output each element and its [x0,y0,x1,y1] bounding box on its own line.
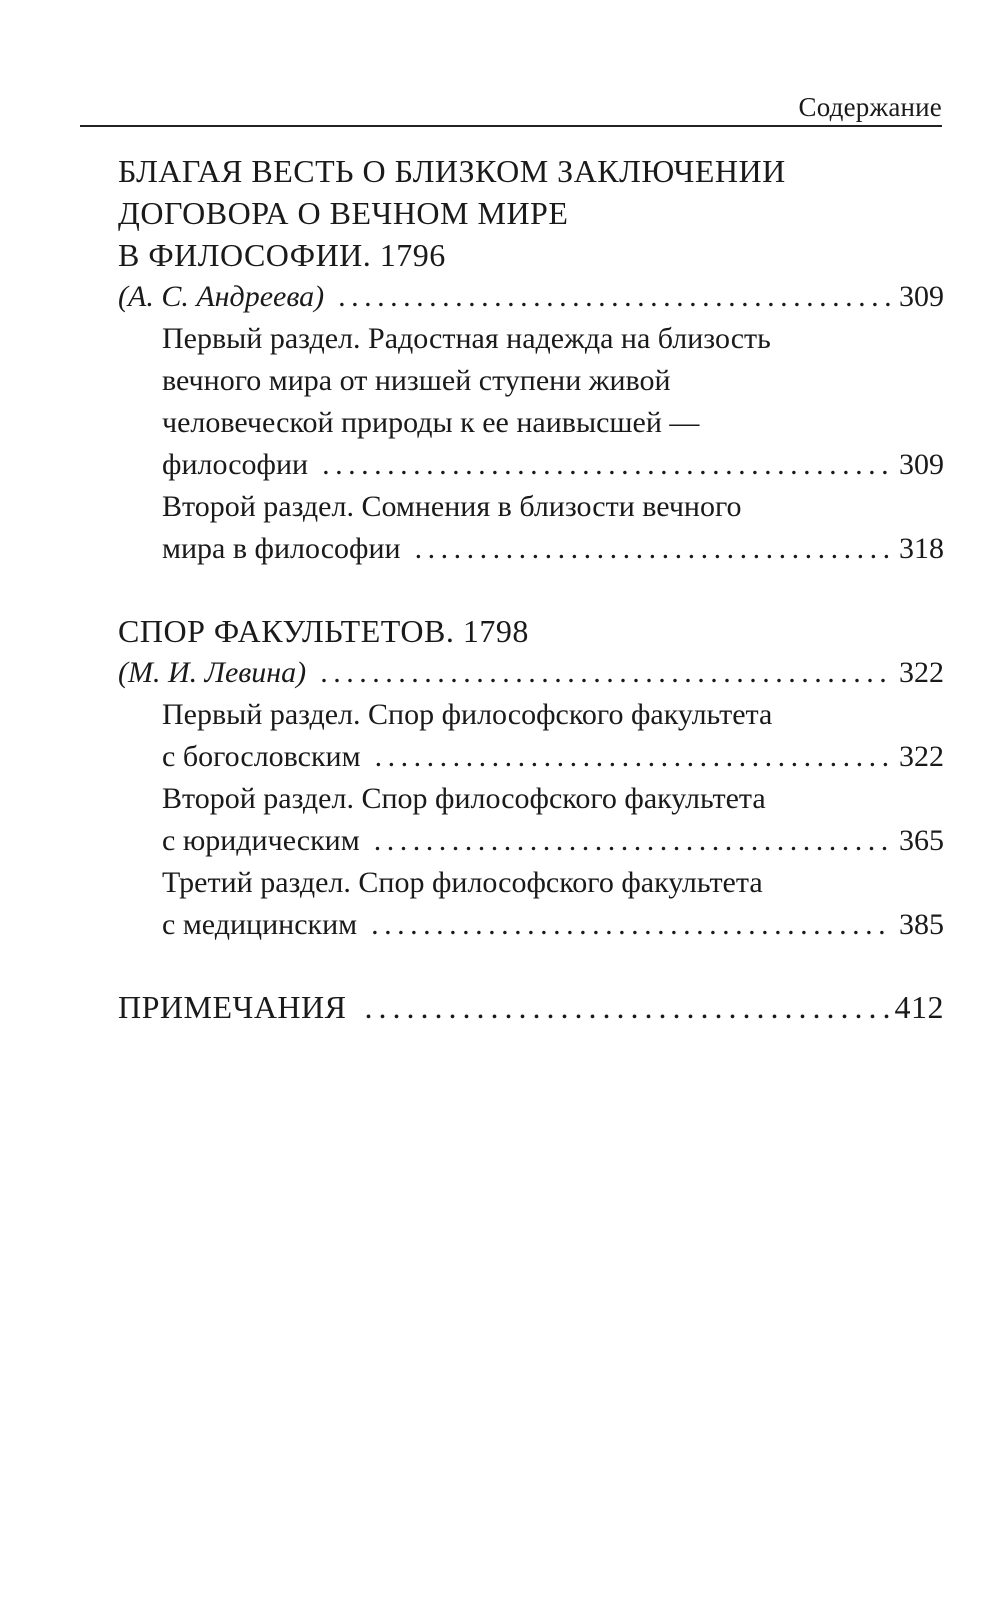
subsection-line: мира в философии [162,532,401,565]
translator-name: (А. С. Андреева) [118,280,325,313]
subsection-line: с юридическим [162,824,360,857]
subsection-line: вечного мира от низшей ступени живой [162,364,671,397]
dot-leader [338,276,893,318]
toc-subsection[interactable] [118,694,944,778]
page-number: 412 [894,989,944,1025]
entry-title-line: В ФИЛОСОФИИ. 1796 [118,237,446,273]
translator-name: (М. И. Левина) [118,656,307,689]
page-number: 365 [899,824,944,857]
toc-subsection[interactable] [118,318,944,486]
entry-title-line: СПОР ФАКУЛЬТЕТОВ. 1798 [118,613,529,649]
subsection-line: с богословским [162,740,361,773]
toc-subsection[interactable] [118,486,944,570]
dot-leader [364,986,888,1028]
dot-leader [371,904,893,946]
page-number: 385 [899,908,944,941]
subsection-line: Третий раздел. Спор философского факультета [162,866,763,899]
toc-subsection[interactable] [118,862,944,946]
subsection-line: Первый раздел. Спор философского факультета [162,698,773,731]
toc-entry [118,610,944,946]
page-number: 309 [899,280,944,313]
header-rule [80,125,942,127]
dot-leader [374,820,893,862]
page-number: 309 [899,448,944,481]
running-head: Содержание [798,92,942,122]
dot-leader [375,736,893,778]
toc-subsection[interactable] [118,778,944,862]
dot-leader [415,528,893,570]
translator-row[interactable] [118,652,944,694]
dot-leader [320,652,893,694]
page-number: 318 [899,532,944,565]
dot-leader [322,444,893,486]
subsection-line: философии [162,448,309,481]
toc-entry [118,150,944,570]
notes-title: ПРИМЕЧАНИЯ [118,989,347,1025]
translator-row[interactable] [118,276,944,318]
table-of-contents [118,150,944,1028]
page-number: 322 [899,740,944,773]
toc-notes-entry[interactable] [118,986,944,1028]
subsection-line: с медицинским [162,908,358,941]
entry-title-line: ДОГОВОРА О ВЕЧНОМ МИРЕ [118,195,569,231]
entry-title-line: БЛАГАЯ ВЕСТЬ О БЛИЗКОМ ЗАКЛЮЧЕНИИ [118,153,786,189]
subsection-line: Первый раздел. Радостная надежда на близость [162,322,771,355]
subsection-line: Второй раздел. Сомнения в близости вечного [162,490,742,523]
subsection-line: человеческой природы к ее наивысшей — [162,406,700,439]
subsection-line: Второй раздел. Спор философского факультета [162,782,766,815]
page-number: 322 [899,656,944,689]
